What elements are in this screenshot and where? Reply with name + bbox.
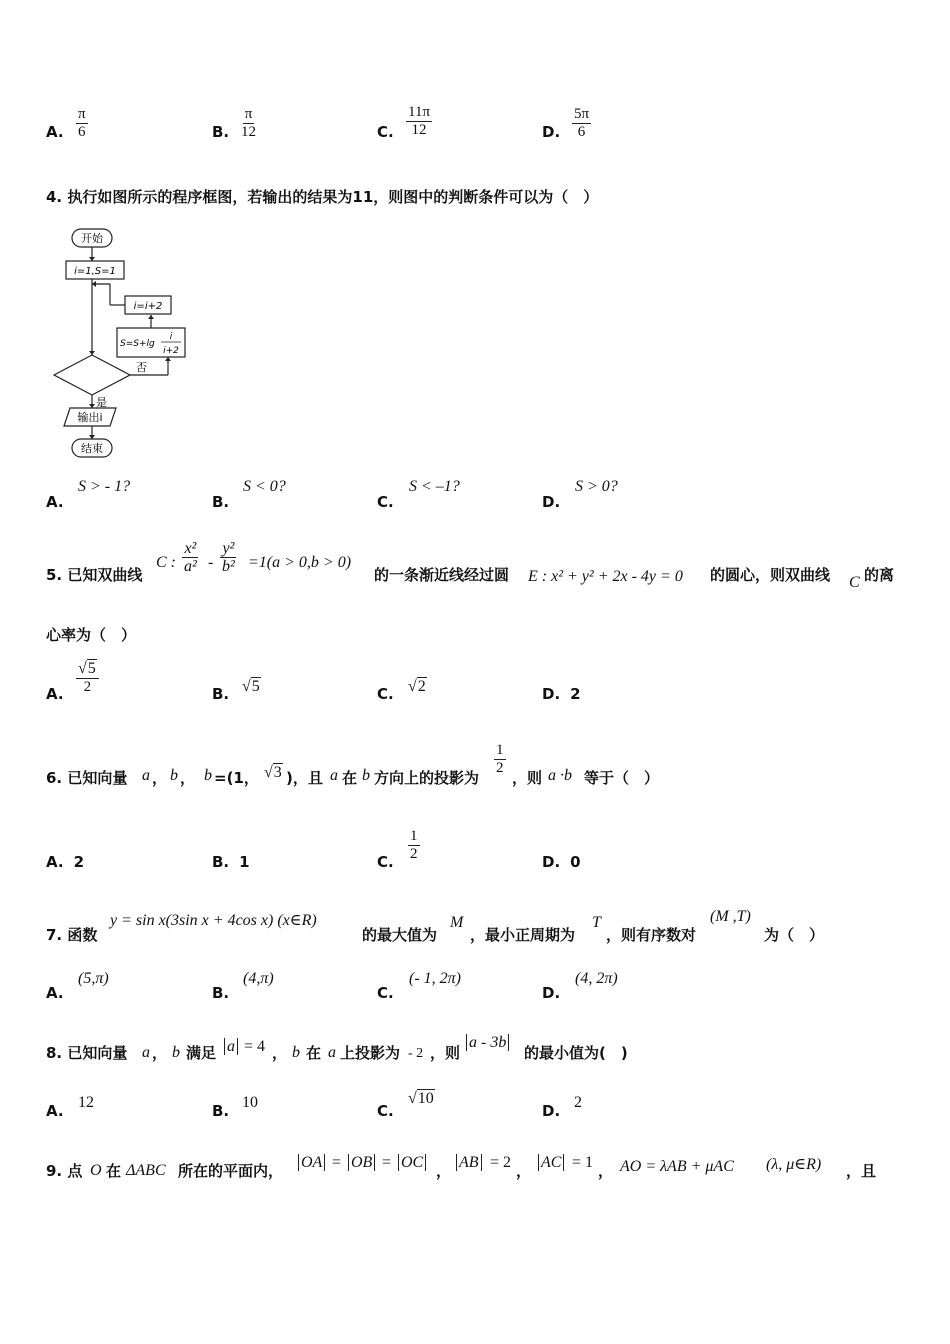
- option-d-value: 2: [574, 1094, 582, 1111]
- option-b: B.: [212, 685, 230, 703]
- option-a-expr: S > - 1?: [78, 478, 131, 495]
- option-c: C.: [377, 984, 394, 1002]
- option-c-frac: $\frac{1}{2}$: [410, 828, 418, 862]
- option-a: A.: [46, 685, 64, 703]
- option-b-value: 10: [242, 1094, 258, 1111]
- q5-frac-x: $\frac{\text{x²}}{\text{a²}}$: [184, 540, 197, 575]
- option-c: C.: [377, 685, 394, 703]
- option-d: D. 2: [542, 685, 581, 703]
- option-b: B.: [212, 123, 230, 141]
- option-d: D.: [542, 493, 561, 511]
- q8-options: [46, 1088, 946, 1124]
- q9-abs-oc: OC: [398, 1154, 426, 1172]
- option-a-frac: $\frac{\pi}{6}$: [78, 106, 86, 140]
- q6-sqrt3: √3: [264, 764, 282, 781]
- flow-end-text: 结束: [81, 442, 103, 455]
- q9-stem: 9. 点 O 在 ΔABC 所在的平面内， OA = OB = OC ， AB = 2 ， AC = 1 ， AO = λAB + μAC (λ, μ∈R) ，且: [46, 1154, 877, 1180]
- q6-stem: 6. 已知向量 a ， b ， b =(1， √3 )，且 a 在 b 方向上的投影为 $\frac{1}{2}$ ，则 a ·b 等于（ ）: [46, 742, 660, 787]
- q4-options: [46, 478, 946, 514]
- option-d: D.: [542, 984, 561, 1002]
- option-a: A.: [46, 1102, 64, 1120]
- q6-proj-frac: $\frac{1}{2}$: [496, 742, 504, 776]
- option-a: A.: [46, 984, 64, 1002]
- q8-expr: a - 3b: [466, 1034, 509, 1052]
- q9-abs-oa: OA: [298, 1154, 325, 1172]
- option-a: A. 2: [46, 853, 85, 871]
- option-letter: A.: [46, 123, 64, 141]
- q5-stem: 5. 已知双曲线 C : $\frac{\text{x²}}{\text{a²}}$ - $\frac{\text{y²}}{\text{b²}}$ =1(a > 0,b > 0) 的一条渐近线经过圆 E : x² + y² + 2x - 4y = 0 的圆心，则双曲线 C 的离: [46, 540, 895, 591]
- option-a: [46, 122, 64, 141]
- option-c: C.: [377, 123, 394, 141]
- q7-stem: 7. 函数 y = sin x(3sin x + 4cos x) (x∈R) 的最大值为 M ，最小正周期为 T ，则有序数对 (M ,T) 为（ ）: [46, 908, 825, 944]
- flow-init-text: i=1,S=1: [74, 266, 116, 277]
- option-a-expr: (5,π): [78, 970, 109, 987]
- option-a: A.: [46, 493, 64, 511]
- option-d: D. 0: [542, 853, 581, 871]
- option-b-expr: S < 0?: [243, 478, 286, 495]
- option-d: D.: [542, 1102, 561, 1120]
- flow-step-text: i=i+2: [133, 301, 163, 312]
- flow-yes-label: 是: [96, 396, 107, 409]
- option-d-frac: $\frac{5\pi}{6}$: [574, 106, 590, 140]
- q8-abs-a: a: [224, 1038, 238, 1056]
- flow-update-text: S=S+lg: [120, 339, 155, 349]
- q8-stem: 8. 已知向量 a ， b 满足 a = 4 ， b 在 a 上投影为 - 2 ，则 a - 3b 的最小值为( ): [46, 1034, 628, 1062]
- option-c-sqrt: √2: [408, 678, 426, 695]
- option-a-frac: $\frac{√5}{2}$: [76, 660, 99, 696]
- flow-frac-den: i+2: [163, 346, 179, 356]
- option-c: C.: [377, 1102, 394, 1120]
- option-c-expr: (- 1, 2π): [409, 970, 461, 987]
- option-b: B.: [212, 984, 230, 1002]
- flow-no-label: 否: [136, 361, 147, 374]
- q9-abs-ab: AB: [456, 1154, 482, 1172]
- q5-options: [46, 660, 946, 706]
- option-d: D.: [542, 123, 561, 141]
- q9-abs-ob: OB: [348, 1154, 375, 1172]
- option-c-sqrt: √10: [408, 1090, 434, 1107]
- q6-options: [46, 828, 946, 874]
- option-c-expr: S < –1?: [409, 478, 460, 495]
- q5-frac-y: $\frac{\text{y²}}{\text{b²}}$: [222, 540, 235, 575]
- option-d-expr: S > 0?: [575, 478, 618, 495]
- option-b-sqrt: √5: [242, 678, 260, 695]
- option-b: B.: [212, 1102, 230, 1120]
- q4-stem: 4. 执行如图所示的程序框图，若输出的结果为11，则图中的判断条件可以为（ ）: [46, 188, 599, 206]
- flow-decision-diamond: [54, 355, 130, 395]
- option-d-expr: (4, 2π): [575, 970, 618, 987]
- option-c: C.: [377, 853, 394, 871]
- q9-abs-ac: AC: [538, 1154, 564, 1172]
- option-b: B. 1: [212, 853, 250, 871]
- option-c: C.: [377, 493, 394, 511]
- flow-output-text: 输出i: [77, 411, 103, 424]
- option-c-frac: $\frac{11\pi}{12}$: [408, 104, 431, 138]
- flow-frac-num: i: [169, 332, 173, 342]
- option-b-frac: $\frac{\pi}{12}$: [241, 106, 256, 140]
- q5-stem-cont: 心率为（ ）: [46, 626, 137, 644]
- q3-options: [46, 104, 946, 154]
- option-b-expr: (4,π): [243, 970, 274, 987]
- flowchart: [50, 228, 200, 464]
- option-b: B.: [212, 493, 230, 511]
- q7-options: [46, 968, 946, 1004]
- option-a-value: 12: [78, 1094, 94, 1111]
- flow-start-text: 开始: [81, 232, 103, 245]
